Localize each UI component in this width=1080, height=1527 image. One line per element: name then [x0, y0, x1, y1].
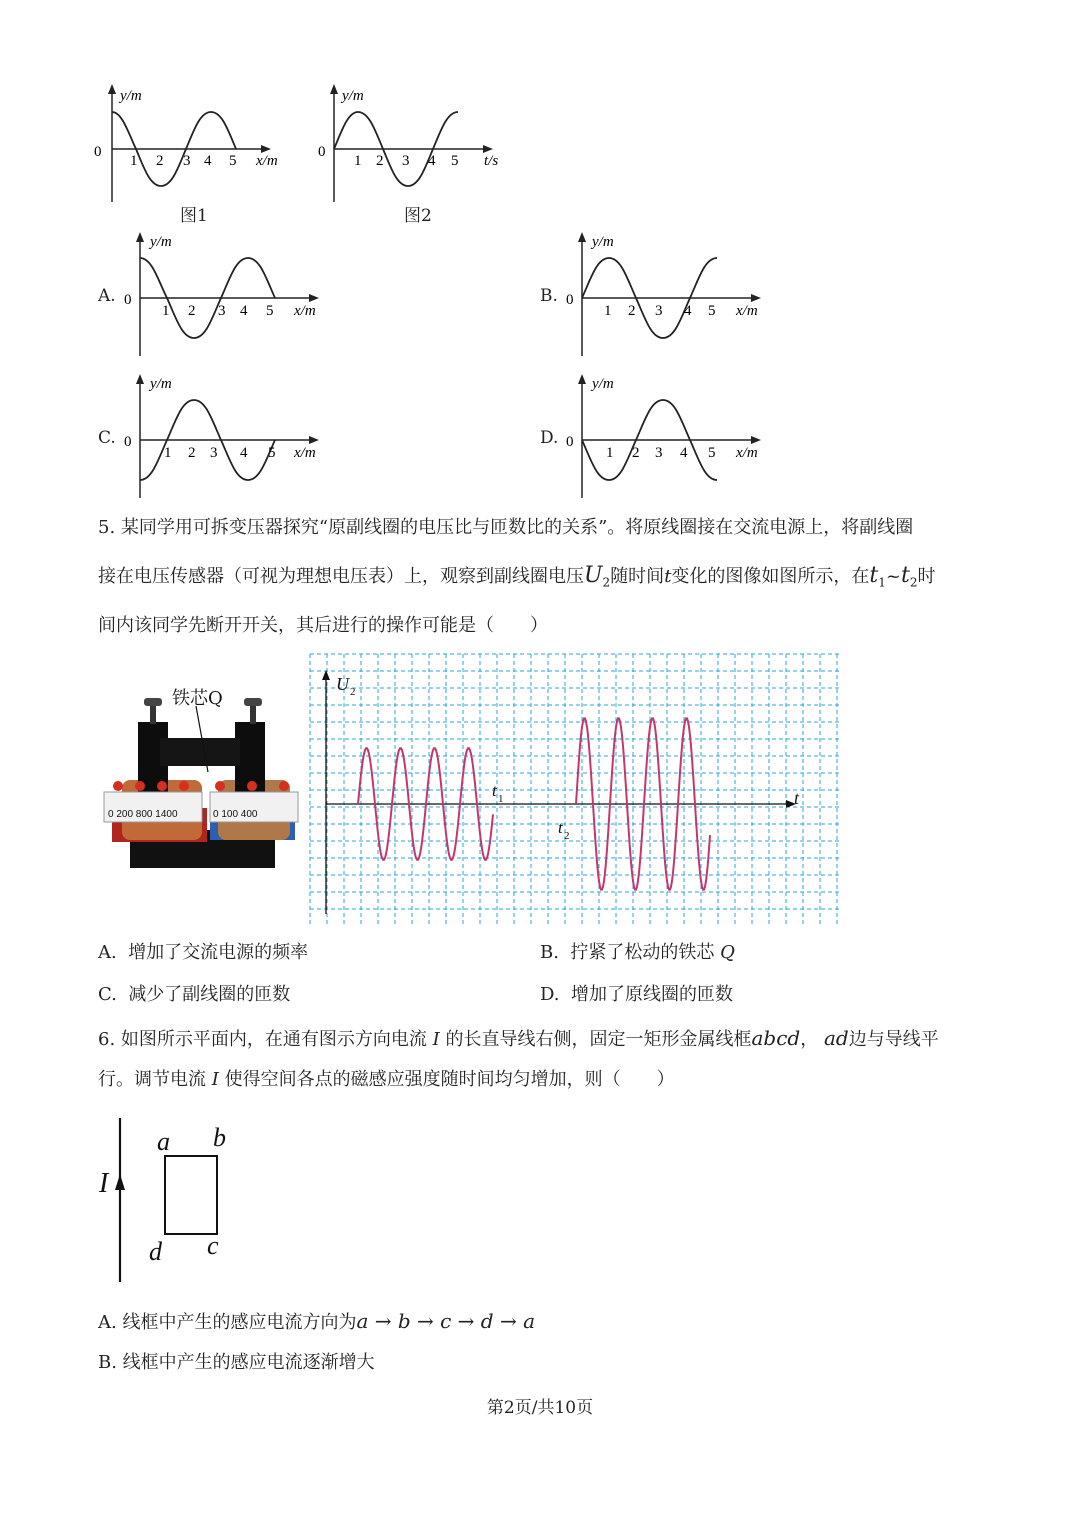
svg-text:1: 1 — [604, 303, 612, 319]
svg-text:y/m: y/m — [150, 234, 172, 250]
svg-text:3: 3 — [183, 153, 191, 169]
svg-text:1: 1 — [354, 153, 362, 169]
svg-text:4: 4 — [240, 445, 248, 461]
q6-option-b[interactable]: B. 线框中产生的感应电流逐渐增大 — [98, 1352, 375, 1373]
svg-text:t: t — [492, 781, 497, 800]
svg-text:0: 0 — [318, 144, 326, 160]
svg-text:5: 5 — [266, 303, 274, 319]
svg-text:0 100 400: 0 100 400 — [213, 809, 258, 820]
q5-line-3: 间内该同学先断开开关，其后进行的操作可能是（ ） — [98, 615, 548, 636]
svg-text:2: 2 — [632, 445, 640, 461]
q6-line-1: 6. 如图所示平面内，在通有图示方向电流 I 的长直导线右侧，固定一矩形金属线框abcd， ad边与导线平 — [98, 1026, 939, 1050]
svg-text:x/m: x/m — [294, 303, 316, 319]
svg-text:2: 2 — [564, 830, 570, 842]
svg-text:5: 5 — [268, 445, 276, 461]
svg-text:t/s: t/s — [484, 153, 499, 169]
svg-text:d: d — [149, 1237, 162, 1266]
svg-text:t: t — [558, 818, 563, 837]
svg-text:1: 1 — [164, 445, 172, 461]
figure-2-graph — [312, 82, 512, 207]
svg-text:4: 4 — [204, 153, 212, 169]
q4-option-b-label: B. — [540, 286, 558, 306]
svg-text:3: 3 — [655, 303, 663, 319]
svg-text:4: 4 — [684, 303, 692, 319]
svg-text:0: 0 — [566, 434, 574, 450]
svg-text:2: 2 — [628, 303, 636, 319]
svg-text:3: 3 — [655, 445, 663, 461]
q5-option-a[interactable]: A. 增加了交流电源的频率 — [98, 942, 309, 963]
q4-option-c-label: C. — [98, 428, 116, 448]
svg-text:2: 2 — [188, 303, 196, 319]
q5-option-d[interactable]: D. 增加了原线圈的匝数 — [540, 984, 733, 1005]
svg-text:5: 5 — [708, 303, 716, 319]
svg-text:4: 4 — [680, 445, 688, 461]
q4-option-d-label: D. — [540, 428, 559, 448]
svg-text:5: 5 — [451, 153, 459, 169]
svg-text:5: 5 — [229, 153, 237, 169]
svg-text:I: I — [99, 1168, 109, 1199]
svg-text:c: c — [207, 1231, 219, 1260]
svg-text:t: t — [794, 788, 800, 808]
figure-1-caption: 图1 — [180, 206, 208, 226]
figure-2 — [312, 82, 512, 207]
u2-time-graph — [308, 652, 844, 926]
q6-line-2: 行。调节电流 I 使得空间各点的磁感应强度随时间均匀增加，则（ ） — [98, 1069, 675, 1090]
svg-text:5: 5 — [708, 445, 716, 461]
figure-1 — [90, 82, 300, 207]
q5-line-2: 接在电压传感器（可视为理想电压表）上，观察到副线圈电压$U_2$随时间t变化的图像如图所示，在$t_1\sim t_2$时 — [98, 563, 936, 590]
svg-text:y/m: y/m — [120, 88, 142, 104]
q5-option-c[interactable]: C. 减少了副线圈的匝数 — [98, 984, 291, 1005]
svg-text:1: 1 — [162, 303, 170, 319]
svg-text:0: 0 — [124, 292, 132, 308]
svg-text:3: 3 — [218, 303, 226, 319]
svg-text:2: 2 — [188, 445, 196, 461]
svg-text:0: 0 — [124, 434, 132, 450]
page-footer: 第2页/共10页 — [486, 1398, 594, 1418]
svg-text:y/m: y/m — [342, 88, 364, 104]
svg-text:1: 1 — [130, 153, 138, 169]
svg-text:0 200 800 1400: 0 200 800 1400 — [108, 809, 178, 820]
svg-text:2: 2 — [350, 686, 356, 698]
svg-text:3: 3 — [402, 153, 410, 169]
svg-text:U: U — [336, 674, 349, 694]
svg-text:a: a — [157, 1127, 170, 1156]
svg-text:4: 4 — [428, 153, 436, 169]
u2-time-graph-svg — [308, 652, 844, 926]
q5-option-b[interactable]: B. 拧紧了松动的铁芯 Q — [540, 942, 735, 963]
q4-option-a-graph[interactable] — [118, 228, 338, 358]
svg-text:铁芯Q: 铁芯Q — [172, 688, 223, 709]
svg-text:2: 2 — [376, 153, 384, 169]
svg-text:y/m: y/m — [150, 376, 172, 392]
q6-option-a[interactable]: A. 线框中产生的感应电流方向为a → b → c → d → a — [98, 1309, 535, 1333]
svg-text:3: 3 — [210, 445, 218, 461]
figure-1-graph — [90, 82, 300, 207]
transformer-photo — [100, 680, 300, 890]
svg-text:2: 2 — [156, 153, 164, 169]
q4-option-c-graph[interactable] — [118, 370, 338, 500]
svg-text:1: 1 — [606, 445, 614, 461]
q4-option-b-graph[interactable] — [560, 228, 780, 358]
svg-text:y/m: y/m — [592, 234, 614, 250]
svg-text:x/m: x/m — [736, 303, 758, 319]
wire-loop-figure — [95, 1112, 245, 1287]
q4-option-a-label: A. — [98, 286, 116, 306]
svg-text:b: b — [213, 1123, 226, 1152]
svg-text:0: 0 — [566, 292, 574, 308]
q5-line-1: 5. 某同学用可拆变压器探究“原副线圈的电压比与匝数比的关系”。将原线圈接在交流电源上，将副线圈 — [98, 517, 914, 538]
svg-text:4: 4 — [240, 303, 248, 319]
q4-option-d-graph[interactable] — [560, 370, 780, 500]
figure-2-caption: 图2 — [404, 206, 432, 226]
svg-text:y/m: y/m — [592, 376, 614, 392]
svg-text:0: 0 — [94, 144, 102, 160]
svg-text:x/m: x/m — [736, 445, 758, 461]
svg-text:x/m: x/m — [256, 153, 278, 169]
svg-text:x/m: x/m — [294, 445, 316, 461]
svg-text:1: 1 — [498, 793, 504, 805]
